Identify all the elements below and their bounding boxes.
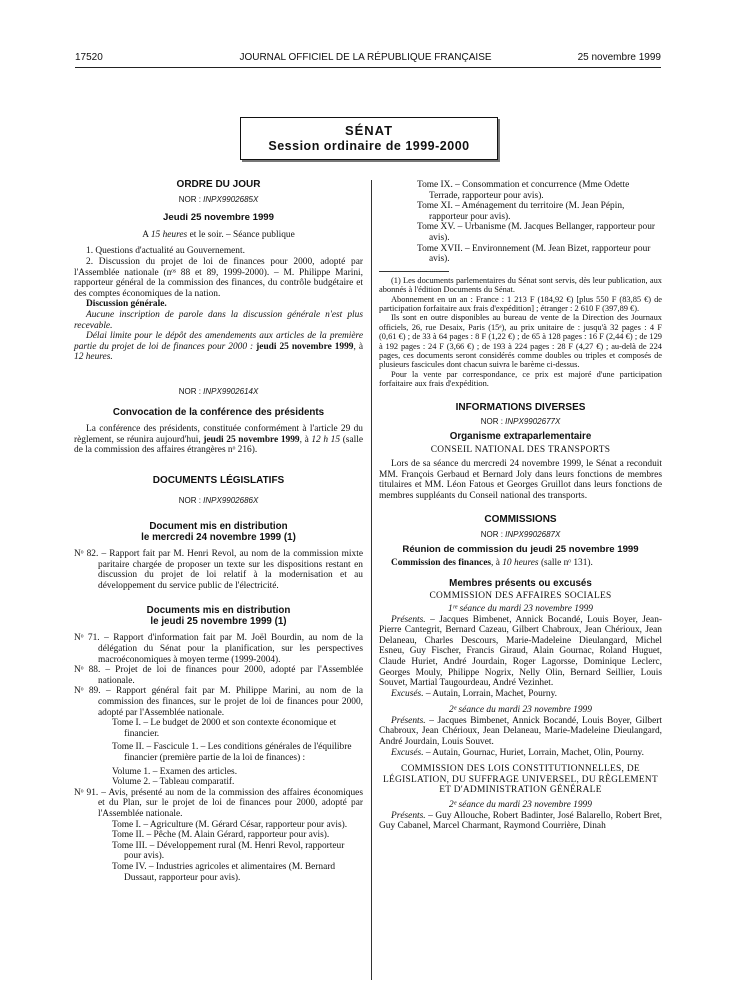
footnote: Ils sont en outre disponibles au bureau de vente de la Direction des Journaux officiels, 26, rue Desaix, Paris (15ᵉ), au prix unitaire de : jusqu'à 32 pages : 4 F (0,61 €) ; de 33 à 64 pages : 8 F (1,22 €) ; de 65 à 128 pages : 16 F (2,44 €) ; de 129 à 192 pages : 24 F (3,66 €) ; de 193 à 224 pages : 28 F (4,27 €) ; au-delà de 224 pages, ces documents seront considérés comme doubles ou triples et composés de plusieurs fascicules dont chacun suivra le barème ci-dessus. [379,313,662,370]
journal-title: JOURNAL OFFICIEL DE LA RÉPUBLIQUE FRANÇAISE [239,52,492,63]
convocation-text: La conférence des présidents, constituée conformément à l'article 29 du règlement, se réunira aujourd'hui, jeudi 25 novembre 1999, à 12 h 15 (salle de la commission des affaires étrangères nᵒ 216). [74,424,363,456]
volume-item: Volume 2. – Tableau comparatif. [112,777,235,788]
seance-line: A 15 heures et le soir. – Séance publique [142,229,295,240]
documents-legislatifs-heading: DOCUMENTS LÉGISLATIFS [152,474,285,486]
seance-heading: 1ʳᵉ séance du mardi 23 novembre 1999 [448,603,593,614]
footnote: (1) Les documents parlementaires du Sénat sont servis, dès leur publication, aux abonnés à l'édition Documents du Sénat. [379,275,662,295]
agenda-item-2: 2. Discussion du projet de loi de finances pour 2000, adopté par l'Assemblée nationale (nᵒˢ 88 et 89, 1999-2000). – M. Philippe Marini, rapporteur général de la commission des finances, du contrôle budgétaire et des comptes économiques de la nation. [74,256,363,299]
presents-list: Présents. – Jacques Bimbenet, Annick Bocandé, Louis Boyer, Gilbert Chabroux, Jean Chérioux, Jean Delaneau, Marie-Madeleine Dieulangard, André Jourdain, Louis Souvet. [379,715,662,748]
senat-title-box [240,117,498,160]
cas-heading: COMMISSION DES AFFAIRES SOCIALES [429,591,612,602]
senat-title: SÉNAT [344,123,394,138]
documents-distribution-heading: Documents mis en distribution le jeudi 25 novembre 1999 (1) [146,605,291,628]
excuses-list: Excusés. – Autain, Lorrain, Machet, Pourny. [391,688,558,699]
delai-limite: Délai limite pour le dépôt des amendements aux articles de la première partie du projet de loi de finances pour 2000 : jeudi 25 novembre 1999, à 12 heures. [74,331,363,363]
footnote-rule [379,271,449,272]
excuses-list: Excusés. – Autain, Gournac, Huriet, Lorrain, Machet, Olin, Pourny. [391,747,644,758]
doc-item-82: Nᵒ 82. – Rapport fait par M. Henri Revol, au nom de la commission mixte paritaire chargée de proposer un texte sur les dispositions restant en discussion du projet de loi relatif à la modernisation et au développement du service public de l'électricité. [74,549,363,591]
volume-item: Volume 1. – Examen des articles. [112,766,238,777]
seance-heading: 2ᵉ séance du mardi 23 novembre 1999 [449,705,592,716]
column-divider [371,180,372,980]
organisme-heading: Organisme extraparlementaire [449,430,592,442]
tome-item: Tome XI. – Aménagement du territoire (M. Jean Pépin, rapporteur pour avis). [417,201,625,222]
tome-item: Tome III. – Développement rural (M. Henri Revol, rapporteur pour avis). [112,840,345,862]
header-rule [75,67,661,68]
footnote: Abonnement en un an : France : 1 213 F (184,92 €) [plus 550 F (83,85 €) de participation forfaitaire aux frais d'expédition] ; étranger : 2 610 F (397,89 €). [379,294,662,313]
tome-item: Tome XVII. – Environnement (M. Jean Bizet, rapporteur pour avis). [417,243,651,265]
commission-finances-line: Commission des finances, à 10 heures (salle nᵒ 131). [391,558,593,569]
aucune-inscription: Aucune inscription de parole dans la discussion générale n'est plus recevable. [74,309,363,331]
tome-item: Tome IX. – Consommation et concurrence (Mme Odette Terrade, rapporteur pour avis). [417,180,630,201]
cnt-heading: CONSEIL NATIONAL DES TRANSPORTS [430,445,611,456]
issue-date: 25 novembre 1999 [577,52,661,63]
left-column [74,180,363,883]
nor-reference: NOR : INPX9902686X [178,496,259,506]
discussion-heading: Discussion générale. [86,299,167,310]
ordre-du-jour-heading: ORDRE DU JOUR [176,179,261,190]
doc-item-71: Nᵒ 71. – Rapport d'information fait par M. Joël Bourdin, au nom de la délégation du Sénat pour la planification, sur les perspectives macroéconomiques à moyen terme (1999-2004). [74,633,363,665]
agenda-item-1: 1. Questions d'actualité au Gouvernement. [86,246,245,257]
doc-item-91: Nᵒ 91. – Avis, présenté au nom de la commission des affaires économiques et du Plan, sur le projet de loi de finances pour 2000, adopté par l'Assemblée nationale. [74,787,363,819]
tome-item: Tome II. – Pêche (M. Alain Gérard, rapporteur pour avis). [112,830,330,841]
tome-item: Tome I. – Le budget de 2000 et son contexte économique et financier. [112,718,337,739]
footnote: Pour la vente par correspondance, ce prix est majoré d'une participation forfaitaire aux frais d'expédition. [379,369,662,389]
nor-reference: NOR : INPX9902687X [480,529,561,539]
nor-reference: NOR : INPX9902614X [178,386,259,396]
tome-item: Tome II. – Fascicule 1. – Les conditions générales de l'équilibre financier (première partie de la loi de finances) : [112,742,352,763]
tome-item: Tome IV. – Industries agricoles et alimentaires (M. Bernard Dussaut, rapporteur pour avis). [112,861,336,883]
doc-item-89: Nᵒ 89. – Rapport général fait par M. Philippe Marini, au nom de la commission des finances, sur le projet de loi de finances pour 2000, adopté par l'Assemblée nationale. [74,686,363,718]
informations-diverses-heading: INFORMATIONS DIVERSES [455,401,586,413]
membres-heading: Membres présents ou excusés [449,577,592,589]
document-distribution-heading: Document mis en distribution le mercredi 24 novembre 1999 (1) [141,521,296,544]
page-header [0,52,731,68]
cnt-text: Lors de sa séance du mercredi 24 novembre 1999, le Sénat a reconduit MM. François Gerbaud et Bernard Joly dans leurs fonctions de membres titulaires et MM. Léon Fatous et Georges Gruillot dans leurs fonctions de membres suppléants du Conseil national des transports. [379,459,662,501]
convocation-heading: Convocation de la conférence des présidents [112,406,325,418]
doc-item-88: Nᵒ 88. – Projet de loi de finances pour 2000, adopté par l'Assemblée nationale. [74,665,363,686]
presents-list: Présents. – Guy Allouche, Robert Badinter, José Balarello, Robert Bret, Guy Cabanel, Marcel Charmant, Raymond Courrière, Dinah [379,810,662,832]
nor-reference: NOR : INPX9902685X [178,194,259,204]
session-title: Session ordinaire de 1999-2000 [268,139,470,153]
nor-reference: NOR : INPX9902677X [480,417,561,427]
clc-heading: COMMISSION DES LOIS CONSTITUTIONNELLES, DE LÉGISLATION, DU SUFFRAGE UNIVERSEL, DU RÈGLEMENT ET D'ADMINISTRATION GÉNÉRALE [382,764,659,796]
jeudi-heading: Jeudi 25 novembre 1999 [163,212,274,224]
page-number: 17520 [75,52,103,63]
seance-heading: 2ᵉ séance du mardi 23 novembre 1999 [449,800,592,811]
tome-item: Tome I. – Agriculture (M. Gérard César, rapporteur pour avis). [112,819,348,830]
commissions-heading: COMMISSIONS [484,514,557,526]
presents-list: Présents. – Jacques Bimbenet, Annick Bocandé, Louis Boyer, Jean-Pierre Cantegrit, Bernard Cazeau, Gilbert Chabroux, Jean Chérioux, Jean Delaneau, Charles Descours, Marie-Madeleine Dieulangard, Michel Esneu, Guy Fischer, Francis Giraud, Alain Gournac, Roland Huguet, Claude Huriet, André Jourdain, Roger Lagorsse, Dominique Leclerc, Georges Mouly, Philippe Nogrix, Nelly Olin, Bernard Seillier, Louis Souvet, Martial Taugourdeau, André Vezinhet. [379,614,662,689]
right-column [379,180,662,832]
tome-item: Tome XV. – Urbanisme (M. Jacques Bellanger, rapporteur pour avis). [417,222,656,243]
reunion-heading: Réunion de commission du jeudi 25 novembre 1999 [402,543,639,555]
